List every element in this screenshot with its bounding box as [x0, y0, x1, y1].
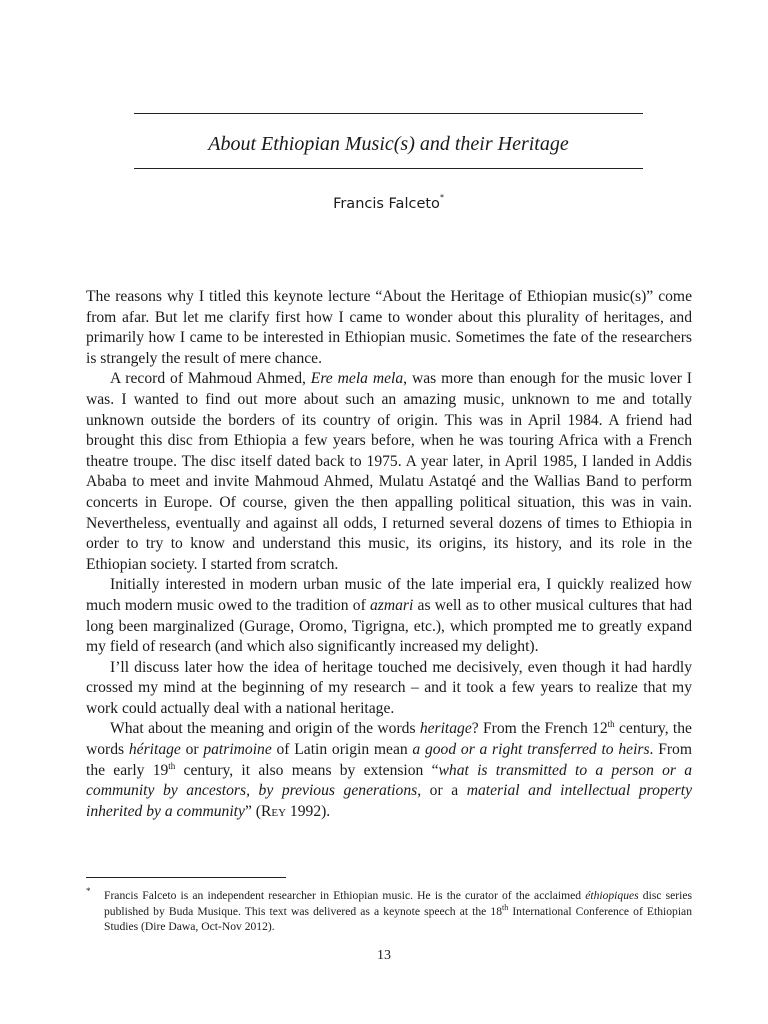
p5-sup-2: th	[168, 760, 176, 771]
p3-text-a: Initially interested in modern urban music of the late imperial era, I quickly realized how much modern music owed to the tradition of	[86, 576, 692, 614]
footnote-text-b: disc series published by Buda Musique. This text was delivered as a keynote speech at the 18	[104, 889, 693, 918]
article-body	[86, 287, 692, 822]
title-top-rule	[134, 113, 643, 114]
p2-text-a: A record of Mahmoud Ahmed,	[110, 370, 311, 388]
footnote-sup: th	[502, 902, 509, 912]
p5-italic-3: patrimoine	[203, 741, 272, 759]
p5-citation-author: Rey	[260, 802, 287, 820]
p5-text-b: ? From the French 12	[471, 720, 608, 738]
paragraph-1: The reasons why I titled this keynote lecture “About the Heritage of Ethiopian music(s)” come from afar. But let me clarify first how I came to wonder about this plurality of heritages, and primarily how I came to be interested in Ethiopian music. Sometimes the fate of the researchers is strangely the result of mere chance.	[86, 288, 692, 367]
p5-text-h: , or a	[417, 782, 467, 800]
p5-italic-5: what is transmitted to a person or a community by ancestors, by previous generations	[86, 761, 692, 800]
p2-text-b: , was more than enough for the music lover I was. I wanted to find out more about such an amazing music, unknown to me and totally unknown outside the borders of its country of origin. This was in April 1984. A friend had brought this disc from Ethiopia a few years before, when he was touring Africa with a French theatre troupe. The disc itself dated back to 1975. A year later, in April 1985, I landed in Addis Ababa to meet and invite Mahmoud Ahmed, Mulatu Astatqé and the Wallias Band to perform concerts in Europe. Of course, given the then appalling political situation, this was in vain. Nevertheless, eventually and against all odds, I returned several dozens of times to Ethiopia in order to try to know and understand this music, its origins, its history, and its role in the Ethiopian society. I started from scratch.	[86, 370, 692, 573]
author-footnote-mark: *	[439, 193, 444, 202]
footnote-separator	[86, 877, 286, 878]
p3-azmari: azmari	[370, 596, 414, 614]
p5-italic-2: héritage	[128, 741, 181, 759]
p5-sup-1: th	[607, 719, 615, 730]
page-number: 13	[377, 948, 391, 963]
p5-italic-1: heritage	[419, 720, 472, 738]
p5-italic-6: material and intellectual property inherited by a community	[86, 782, 692, 820]
author-line	[134, 190, 643, 214]
p5-text-d: or	[180, 741, 204, 759]
p5-text-f: . From the early 19	[86, 741, 692, 779]
author-name: Francis Falceto	[333, 195, 440, 212]
p2-record-title: Ere mela mela	[310, 370, 404, 388]
title-bottom-rule	[134, 168, 643, 169]
paragraph-3	[86, 575, 692, 657]
p5-italic-4: a good or a right transferred to heirs	[412, 741, 650, 759]
p5-text-a: What about the meaning and origin of the words	[110, 720, 420, 738]
p5-text-j: 1992).	[286, 802, 331, 820]
footnote-text	[86, 888, 692, 935]
footnote-text-c: International Conference of Ethiopian Studies (Dire Dawa, Oct-Nov 2012).	[104, 904, 692, 933]
footnote-text-a: Francis Falceto is an independent researcher in Ethiopian music. He is the curator of the acclaimed	[104, 889, 586, 902]
p3-text-b: as well as to other musical cultures that had long been marginalized (Gurage, Oromo, Tigrigna, etc.), which prompted me to greatly expand my field of research (and which also significantly increased my delight).	[86, 596, 692, 656]
paragraph-4: I’ll discuss later how the idea of heritage touched me decisively, even though it had hardly crossed my mind at the beginning of my research – and it took a few years to realize that my work could actually deal with a national heritage.	[86, 658, 692, 717]
footnote-mark: *	[86, 886, 91, 896]
article-title: About Ethiopian Music(s) and their Heritage	[208, 133, 569, 155]
footnote	[86, 888, 692, 935]
footnote-series-name: éthiopiques	[585, 889, 639, 902]
paragraph-2	[86, 369, 692, 575]
p5-text-g: century, it also means by extension “	[175, 761, 439, 779]
paragraph-5	[86, 719, 692, 822]
p5-text-e: of Latin origin mean	[271, 741, 413, 759]
p5-text-c: century, the words	[86, 720, 692, 759]
p5-text-i: ” (	[244, 802, 261, 820]
